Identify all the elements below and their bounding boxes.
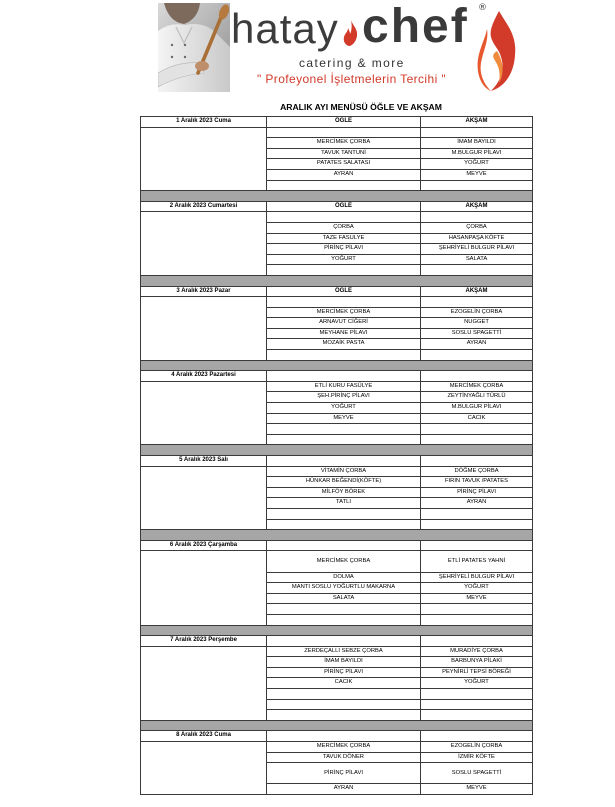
meal-row bbox=[267, 551, 533, 572]
aksam-cell bbox=[421, 520, 533, 531]
ogle-header: ÖĞLE bbox=[267, 117, 421, 128]
date-cell: 7 Aralık 2023 Perşembe bbox=[141, 636, 267, 647]
page-title: ARALIK AYI MENÜSÜ ÖĞLE VE AKŞAM bbox=[280, 102, 442, 112]
meal-row bbox=[267, 657, 533, 668]
meal-rows bbox=[267, 551, 533, 625]
ogle-cell: İMAM BAYILDI bbox=[267, 657, 421, 668]
ogle-cell: MERCİMEK ÇORBA bbox=[267, 551, 421, 572]
day-block bbox=[141, 456, 533, 541]
aksam-header bbox=[421, 636, 533, 647]
meal-row bbox=[267, 742, 533, 753]
day-body bbox=[141, 742, 533, 795]
day-body bbox=[141, 382, 533, 446]
ogle-cell: MEYHANE PİLAVI bbox=[267, 329, 421, 340]
date-cell: 5 Aralık 2023 Salı bbox=[141, 456, 267, 467]
aksam-cell: ŞEHRİYELİ BULGUR PİLAVI bbox=[421, 573, 533, 584]
aksam-cell: MEYVE bbox=[421, 784, 533, 795]
day-body bbox=[141, 551, 533, 625]
meal-rows bbox=[267, 382, 533, 446]
ogle-header bbox=[267, 636, 421, 647]
meal-row bbox=[267, 647, 533, 658]
meal-row bbox=[267, 329, 533, 340]
aksam-header bbox=[421, 541, 533, 552]
day-separator bbox=[141, 191, 533, 202]
aksam-cell bbox=[421, 181, 533, 192]
day-body bbox=[141, 128, 533, 192]
ogle-cell: PİRİNÇ PİLAVI bbox=[267, 763, 421, 784]
ogle-header bbox=[267, 731, 421, 742]
meal-row bbox=[267, 223, 533, 234]
meal-row bbox=[267, 138, 533, 149]
ogle-cell: MERCİMEK ÇORBA bbox=[267, 308, 421, 319]
date-cell-merged bbox=[141, 128, 267, 192]
ogle-cell: MEYVE bbox=[267, 414, 421, 425]
chef-photo bbox=[158, 3, 230, 92]
aksam-cell: AYRAN bbox=[421, 498, 533, 509]
ogle-cell bbox=[267, 181, 421, 192]
meal-row bbox=[267, 435, 533, 446]
day-header-row bbox=[141, 636, 533, 647]
date-cell-merged bbox=[141, 742, 267, 795]
day-separator bbox=[141, 276, 533, 287]
meal-row bbox=[267, 763, 533, 784]
aksam-cell bbox=[421, 509, 533, 520]
meal-row bbox=[267, 350, 533, 361]
meal-row bbox=[267, 308, 533, 319]
ogle-cell: TATLI bbox=[267, 498, 421, 509]
aksam-cell bbox=[421, 297, 533, 308]
ogle-cell: PİRİNÇ PİLAVI bbox=[267, 668, 421, 679]
ogle-cell: YOĞURT bbox=[267, 255, 421, 266]
ogle-cell: MERCİMEK ÇORBA bbox=[267, 742, 421, 753]
meal-row bbox=[267, 339, 533, 350]
ogle-cell bbox=[267, 424, 421, 435]
day-header-row bbox=[141, 541, 533, 552]
day-block bbox=[141, 287, 533, 372]
aksam-cell: SOSLU SPAGETTİ bbox=[421, 763, 533, 784]
ogle-cell: SALATA bbox=[267, 594, 421, 605]
aksam-cell: ÇORBA bbox=[421, 223, 533, 234]
meal-row bbox=[267, 382, 533, 393]
aksam-cell: EZOGELİN ÇORBA bbox=[421, 308, 533, 319]
ogle-cell bbox=[267, 265, 421, 276]
ogle-cell: AYRAN bbox=[267, 784, 421, 795]
logo-word-chef: chef bbox=[362, 3, 469, 53]
aksam-cell bbox=[421, 435, 533, 446]
aksam-cell: DÖĞME ÇORBA bbox=[421, 467, 533, 478]
aksam-cell: AYRAN bbox=[421, 339, 533, 350]
meal-rows bbox=[267, 297, 533, 361]
meal-row bbox=[267, 583, 533, 594]
ogle-cell: PİRİNÇ PİLAVI bbox=[267, 244, 421, 255]
aksam-cell: İMAM BAYILDI bbox=[421, 138, 533, 149]
flame-icon bbox=[343, 20, 358, 46]
date-cell: 3 Aralık 2023 Pazar bbox=[141, 287, 267, 298]
ogle-cell: ETLİ KURU FASÜLYE bbox=[267, 382, 421, 393]
date-cell: 4 Aralık 2023 Pazartesi bbox=[141, 371, 267, 382]
day-body bbox=[141, 647, 533, 721]
aksam-cell: HASANPAŞA KÖFTE bbox=[421, 234, 533, 245]
meal-row bbox=[267, 753, 533, 764]
ogle-cell: MOZAİK PASTA bbox=[267, 339, 421, 350]
meal-row bbox=[267, 477, 533, 488]
ogle-cell: DOLMA bbox=[267, 573, 421, 584]
ogle-cell bbox=[267, 212, 421, 223]
aksam-cell: PİRİNÇ PİLAVI bbox=[421, 488, 533, 499]
aksam-cell bbox=[421, 424, 533, 435]
meal-row bbox=[267, 234, 533, 245]
day-separator bbox=[141, 530, 533, 541]
aksam-cell bbox=[421, 128, 533, 139]
ogle-cell: AYRAN bbox=[267, 170, 421, 181]
ogle-cell bbox=[267, 297, 421, 308]
meal-row bbox=[267, 392, 533, 403]
ogle-cell: ZERDEÇALLI SEBZE ÇORBA bbox=[267, 647, 421, 658]
ogle-cell bbox=[267, 710, 421, 721]
date-cell-merged bbox=[141, 467, 267, 531]
ogle-cell: MİLFÖY BÖREK bbox=[267, 488, 421, 499]
meal-row bbox=[267, 128, 533, 139]
meal-row bbox=[267, 689, 533, 700]
meal-row bbox=[267, 573, 533, 584]
day-block bbox=[141, 371, 533, 456]
logo-tagline: catering & more bbox=[299, 56, 405, 70]
date-cell: 8 Aralık 2023 Cuma bbox=[141, 731, 267, 742]
aksam-cell bbox=[421, 710, 533, 721]
ogle-header bbox=[267, 456, 421, 467]
ogle-cell bbox=[267, 435, 421, 446]
aksam-header bbox=[421, 371, 533, 382]
meal-row bbox=[267, 212, 533, 223]
day-header-row bbox=[141, 371, 533, 382]
day-separator bbox=[141, 361, 533, 372]
meal-row bbox=[267, 424, 533, 435]
meal-row bbox=[267, 467, 533, 478]
meal-row bbox=[267, 265, 533, 276]
date-cell-merged bbox=[141, 212, 267, 276]
aksam-cell: YOĞURT bbox=[421, 678, 533, 689]
day-header-row bbox=[141, 731, 533, 742]
aksam-cell: İZMİR KÖFTE bbox=[421, 753, 533, 764]
aksam-cell: YOĞURT bbox=[421, 583, 533, 594]
day-body bbox=[141, 297, 533, 361]
ogle-cell bbox=[267, 689, 421, 700]
meal-row bbox=[267, 244, 533, 255]
ogle-cell: YOĞURT bbox=[267, 403, 421, 414]
meal-row bbox=[267, 668, 533, 679]
day-header-row bbox=[141, 287, 533, 298]
ogle-cell: TAVUK TANTUNİ bbox=[267, 149, 421, 160]
aksam-cell bbox=[421, 689, 533, 700]
aksam-cell bbox=[421, 700, 533, 711]
day-block bbox=[141, 202, 533, 287]
meal-row bbox=[267, 159, 533, 170]
aksam-cell: BARBUNYA PİLAKİ bbox=[421, 657, 533, 668]
aksam-cell: M.BULGUR PİLAVI bbox=[421, 149, 533, 160]
meal-row bbox=[267, 414, 533, 425]
logo-banner bbox=[158, 3, 521, 92]
meal-row bbox=[267, 700, 533, 711]
date-cell: 1 Aralık 2023 Cuma bbox=[141, 117, 267, 128]
meal-row bbox=[267, 149, 533, 160]
meal-row bbox=[267, 710, 533, 721]
date-cell-merged bbox=[141, 297, 267, 361]
day-block bbox=[141, 541, 533, 636]
ogle-cell bbox=[267, 520, 421, 531]
date-cell: 6 Aralık 2023 Çarşamba bbox=[141, 541, 267, 552]
meal-rows bbox=[267, 128, 533, 192]
aksam-cell: YOĞURT bbox=[421, 159, 533, 170]
date-cell: 2 Aralık 2023 Cumartesi bbox=[141, 202, 267, 213]
ogle-cell: TAVUK DÖNER bbox=[267, 753, 421, 764]
aksam-cell: MEYVE bbox=[421, 594, 533, 605]
meal-row bbox=[267, 170, 533, 181]
day-header-row bbox=[141, 456, 533, 467]
aksam-cell bbox=[421, 615, 533, 626]
day-header-row bbox=[141, 202, 533, 213]
aksam-cell: PEYNİRLİ TEPSİ BÖREĞİ bbox=[421, 668, 533, 679]
meal-row bbox=[267, 255, 533, 266]
meal-rows bbox=[267, 212, 533, 276]
meal-row bbox=[267, 318, 533, 329]
ogle-cell: MERCİMEK ÇORBA bbox=[267, 138, 421, 149]
aksam-cell: MERCİMEK ÇORBA bbox=[421, 382, 533, 393]
aksam-cell bbox=[421, 265, 533, 276]
ogle-cell bbox=[267, 604, 421, 615]
ogle-header: ÖĞLE bbox=[267, 287, 421, 298]
aksam-cell: MURADİYE ÇORBA bbox=[421, 647, 533, 658]
aksam-cell bbox=[421, 604, 533, 615]
meal-row bbox=[267, 604, 533, 615]
day-separator bbox=[141, 445, 533, 456]
ogle-header bbox=[267, 541, 421, 552]
aksam-cell: ETLİ PATATES YAHNİ bbox=[421, 551, 533, 572]
ogle-header bbox=[267, 371, 421, 382]
ogle-cell: CACIK bbox=[267, 678, 421, 689]
aksam-cell bbox=[421, 350, 533, 361]
aksam-header bbox=[421, 456, 533, 467]
aksam-cell: ŞEHRİYELİ BULGUR PİLAVI bbox=[421, 244, 533, 255]
meal-row bbox=[267, 488, 533, 499]
day-body bbox=[141, 212, 533, 276]
meal-row bbox=[267, 594, 533, 605]
meal-row bbox=[267, 678, 533, 689]
big-flame-icon bbox=[477, 11, 517, 91]
meal-rows bbox=[267, 742, 533, 795]
aksam-cell: FIRIN TAVUK /PATATES bbox=[421, 477, 533, 488]
ogle-cell: VİTAMİN ÇORBA bbox=[267, 467, 421, 478]
ogle-cell: PATATES SALATASI bbox=[267, 159, 421, 170]
aksam-cell bbox=[421, 212, 533, 223]
aksam-header bbox=[421, 731, 533, 742]
registered-mark: ® bbox=[478, 3, 487, 13]
aksam-cell: MEYVE bbox=[421, 170, 533, 181]
ogle-cell: HÜNKAR BEĞENDİ(KÖFTE) bbox=[267, 477, 421, 488]
meal-row bbox=[267, 784, 533, 795]
ogle-cell: ARNAVUT CİĞERİ bbox=[267, 318, 421, 329]
day-body bbox=[141, 467, 533, 531]
ogle-header: ÖĞLE bbox=[267, 202, 421, 213]
meal-rows bbox=[267, 467, 533, 531]
day-block bbox=[141, 117, 533, 202]
aksam-cell: EZOGELİN ÇORBA bbox=[421, 742, 533, 753]
meal-row bbox=[267, 520, 533, 531]
ogle-cell: MANTI SOSLU YOĞURTLU MAKARNA bbox=[267, 583, 421, 594]
ogle-cell bbox=[267, 509, 421, 520]
aksam-cell: CACIK bbox=[421, 414, 533, 425]
ogle-cell bbox=[267, 700, 421, 711]
ogle-cell bbox=[267, 128, 421, 139]
day-block bbox=[141, 636, 533, 731]
ogle-cell bbox=[267, 615, 421, 626]
ogle-cell: ŞEH.PİRİNÇ PİLAVI bbox=[267, 392, 421, 403]
day-block bbox=[141, 731, 533, 795]
day-separator bbox=[141, 626, 533, 637]
meal-row bbox=[267, 403, 533, 414]
aksam-header: AKŞAM bbox=[421, 287, 533, 298]
meal-rows bbox=[267, 647, 533, 721]
aksam-cell: SOSLU SPAGETTİ bbox=[421, 329, 533, 340]
meal-row bbox=[267, 498, 533, 509]
aksam-cell: NUGGET bbox=[421, 318, 533, 329]
logo-slogan: " Profeyonel İşletmelerin Tercihi " bbox=[257, 72, 447, 86]
date-cell-merged bbox=[141, 551, 267, 625]
meal-row bbox=[267, 615, 533, 626]
day-header-row bbox=[141, 117, 533, 128]
aksam-cell: ZEYTİNYAĞLI TÜRLÜ bbox=[421, 392, 533, 403]
aksam-header: AKŞAM bbox=[421, 117, 533, 128]
aksam-cell: M.BULGUR PİLAVI bbox=[421, 403, 533, 414]
meal-row bbox=[267, 509, 533, 520]
ogle-cell: ÇORBA bbox=[267, 223, 421, 234]
aksam-header: AKŞAM bbox=[421, 202, 533, 213]
aksam-cell: SALATA bbox=[421, 255, 533, 266]
day-separator bbox=[141, 721, 533, 732]
meal-row bbox=[267, 181, 533, 192]
date-cell-merged bbox=[141, 382, 267, 446]
ogle-cell: TAZE FASULYE bbox=[267, 234, 421, 245]
date-cell-merged bbox=[141, 647, 267, 721]
menu-table bbox=[140, 116, 533, 795]
meal-row bbox=[267, 297, 533, 308]
logo-word-hatay: hatay bbox=[231, 5, 339, 52]
ogle-cell bbox=[267, 350, 421, 361]
